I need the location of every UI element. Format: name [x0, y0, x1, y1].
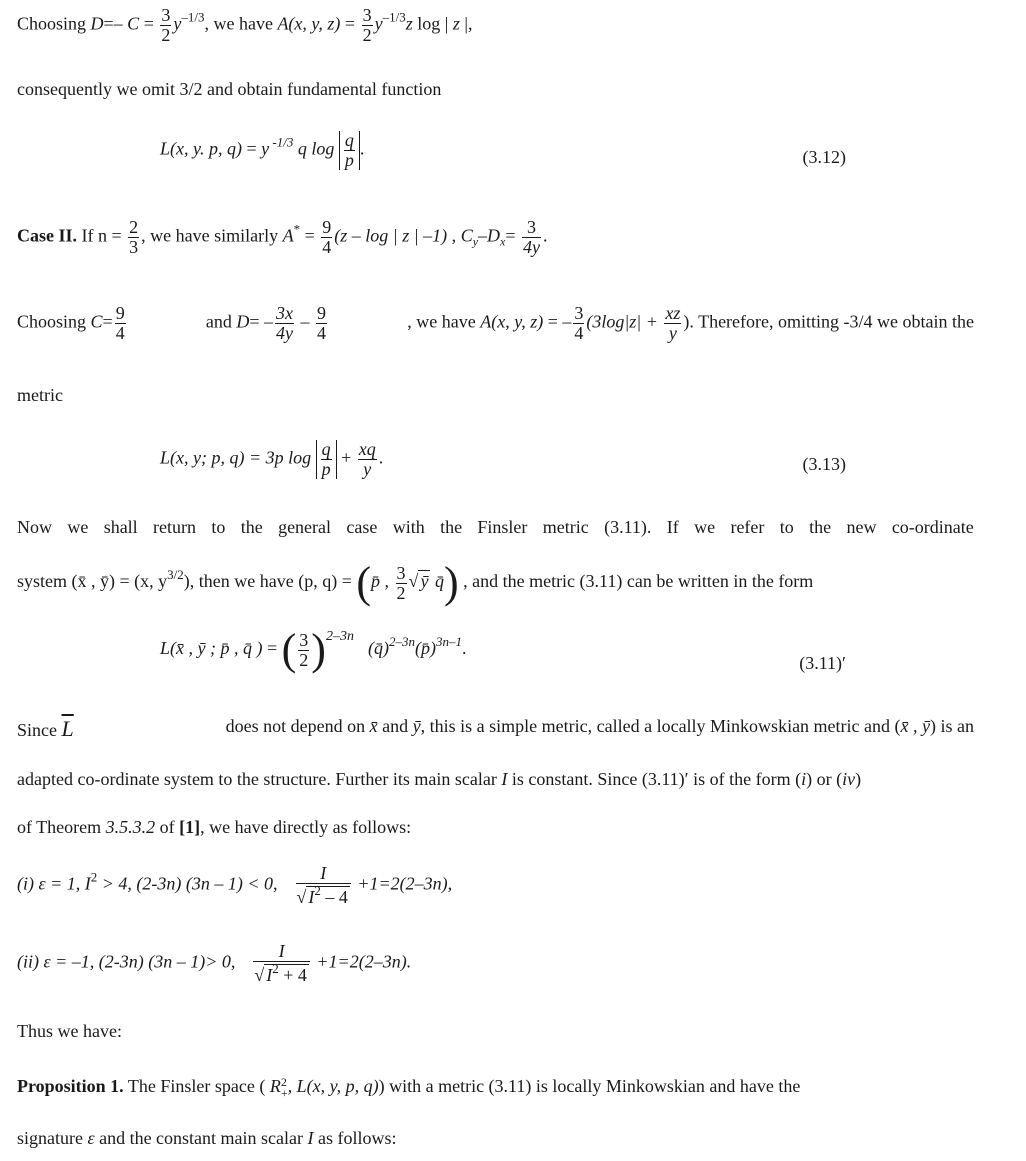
fraction — [522, 218, 541, 257]
proposition-line — [17, 1076, 800, 1099]
text: z — [452, 13, 460, 34]
text: and — [377, 716, 413, 736]
text: , and the metric (3.11) can be written in the form — [458, 571, 814, 592]
denominator: 2 — [299, 649, 309, 670]
case-2-line — [17, 218, 548, 257]
absolute-value — [339, 131, 360, 170]
fraction — [573, 304, 584, 343]
denominator: y — [363, 458, 372, 479]
text: |, — [459, 13, 473, 34]
text: (3log|z| + — [586, 311, 663, 332]
text: i — [801, 769, 807, 789]
word: we — [67, 517, 89, 537]
text-line-1 — [17, 6, 472, 45]
denominator: 4y — [523, 236, 541, 257]
condition-ii — [17, 942, 411, 985]
text: y — [173, 13, 182, 34]
text: = — [262, 638, 282, 659]
text: Since — [17, 720, 62, 740]
word: (3.11). — [604, 517, 652, 537]
text: C — [127, 13, 140, 34]
text: log | — [412, 13, 453, 34]
text: . — [378, 447, 384, 468]
condition-i — [17, 864, 452, 907]
text: If n = — [77, 225, 127, 246]
numerator: I — [296, 864, 351, 884]
numerator: q — [344, 130, 354, 150]
right-paren: ) — [311, 625, 326, 674]
text: (i) ε = 1, I — [17, 873, 91, 894]
word: If — [666, 517, 679, 537]
text: = 3p log — [244, 447, 316, 468]
denominator: p — [344, 149, 354, 170]
text: x̄ , ȳ — [900, 716, 930, 736]
text: 3.5.3.2 — [105, 817, 156, 837]
word: the — [809, 517, 832, 537]
subscript: y — [472, 234, 479, 249]
word: Finsler — [477, 517, 528, 537]
word: new — [846, 517, 877, 537]
word: co-ordinate — [891, 517, 974, 537]
text: signature — [17, 1128, 88, 1148]
proposition-title: Proposition 1. — [17, 1076, 124, 1096]
denominator: 4 — [115, 322, 125, 343]
text: , L(x, y, p, q) — [287, 1076, 379, 1096]
case-title: Case II. — [17, 225, 78, 246]
text: system — [17, 571, 72, 592]
text: ȳ — [412, 716, 421, 736]
text-line-5: metric — [17, 385, 63, 405]
sqrt-sign: √ — [296, 886, 307, 907]
radicand — [264, 960, 309, 985]
denominator: 4y — [276, 322, 294, 343]
script — [281, 1077, 288, 1099]
segment — [17, 304, 128, 343]
numerator: 3 — [362, 5, 372, 25]
text: The Finsler space ( — [123, 1076, 270, 1096]
text: q̄ — [430, 571, 444, 592]
text: D — [487, 225, 501, 246]
text: + — [336, 447, 356, 468]
equation-number-3-13: (3.13) — [802, 454, 846, 474]
fraction — [296, 864, 351, 907]
text: – 4 — [320, 886, 348, 907]
text-line-4 — [17, 304, 974, 343]
segment — [226, 716, 974, 742]
exponent: 2 — [272, 960, 279, 976]
sqrt-sign: √ — [254, 964, 265, 985]
segment — [17, 716, 74, 742]
text: , this is a simple metric, called a locally Minkowskian metric and ( — [420, 716, 901, 736]
exponent: 3n–1 — [435, 634, 462, 650]
text: I — [501, 769, 508, 789]
numerator: 9 — [322, 217, 332, 237]
numerator: 2 — [129, 217, 139, 237]
absolute-value — [316, 440, 337, 479]
subscript: + — [280, 1085, 288, 1100]
exponent: 2 — [90, 869, 98, 885]
text: is constant. Since (3.11)′ is of the form ( — [507, 769, 802, 789]
text: L(x̄ , ȳ ; p̄ , q̄ ) — [160, 638, 263, 659]
fraction — [344, 131, 355, 170]
text: L(x, y. p, q) — [160, 138, 242, 159]
text: > 4, (2-3n) (3n – 1) < 0, — [97, 873, 278, 894]
word: the — [440, 517, 463, 537]
word: shall — [103, 517, 138, 537]
numerator: 3x — [276, 303, 294, 323]
text: z — [405, 13, 413, 34]
numerator: 9 — [317, 303, 327, 323]
text: and the constant main scalar — [94, 1128, 308, 1148]
text: D — [90, 13, 104, 34]
word: to — [211, 517, 226, 537]
denominator: 2 — [396, 582, 406, 603]
numerator: 3 — [522, 218, 541, 238]
text: D — [236, 311, 250, 332]
text-line-14: Thus we have: — [17, 1021, 122, 1041]
denominator: p — [321, 458, 331, 479]
text: +1=2(2–3n). — [311, 951, 412, 972]
text: – — [296, 311, 315, 332]
text: Choosing — [17, 13, 91, 34]
word: metric — [542, 517, 589, 537]
fraction — [316, 304, 327, 343]
denominator: 2 — [161, 24, 171, 45]
numerator: 3 — [396, 562, 406, 583]
left-paren: ( — [356, 558, 372, 607]
numerator: 3 — [574, 303, 584, 323]
text: (ii) ε = –1, (2-3n) (3n – 1)> 0, — [17, 951, 236, 972]
text: – — [478, 225, 488, 246]
word: case — [346, 517, 378, 537]
text: . — [461, 638, 467, 659]
text: + 4 — [278, 964, 307, 985]
text: +1=2(2–3n), — [352, 873, 453, 894]
text-line-2: consequently we omit 3/2 and obtain fundamental function — [17, 79, 442, 99]
denominator — [296, 884, 351, 907]
equation-number-3-12: (3.12) — [802, 147, 846, 167]
exponent: –1/3 — [181, 9, 205, 25]
word: with — [392, 517, 425, 537]
text: = — [505, 225, 521, 246]
text: = — [139, 13, 159, 34]
exponent: 2 — [314, 882, 321, 898]
segment — [17, 769, 861, 790]
fraction — [396, 564, 407, 603]
text-line-10 — [17, 769, 974, 790]
equation-3-11-prime — [160, 625, 467, 674]
text: I — [266, 964, 273, 985]
text: , we have — [407, 311, 481, 332]
word: to — [779, 517, 794, 537]
denominator: 4 — [574, 322, 584, 343]
numerator: I — [253, 942, 310, 962]
fraction — [321, 440, 332, 479]
text: (x̄ , ȳ) = (x, y — [71, 571, 168, 592]
text: ). Therefore, omitting -3/4 we obtain the — [683, 311, 974, 332]
denominator — [253, 962, 310, 985]
fraction — [115, 304, 126, 343]
numerator: xq — [358, 439, 376, 459]
word: the — [240, 517, 263, 537]
text: of — [155, 817, 180, 837]
denominator: 4 — [322, 236, 332, 257]
exponent: –1/3 — [382, 9, 406, 25]
text: = — [340, 13, 360, 34]
word: we — [694, 517, 716, 537]
text: R — [269, 1076, 281, 1096]
text: y — [261, 138, 270, 159]
numerator: 3 — [161, 5, 171, 25]
text: does not depend on — [225, 716, 370, 736]
exponent: 3/2 — [167, 567, 184, 583]
word: general — [278, 517, 332, 537]
text: (q̄) — [367, 638, 389, 659]
exponent: * — [293, 221, 301, 237]
exponent: -1/3 — [269, 134, 294, 150]
segment — [407, 304, 974, 343]
text: = – — [543, 311, 572, 332]
text: . — [543, 225, 548, 246]
fraction — [128, 218, 139, 257]
text: I — [308, 886, 315, 907]
word: Now — [17, 517, 52, 537]
text: , we have — [204, 13, 278, 34]
fraction — [358, 440, 377, 479]
text: , then we have (p, q) = — [189, 571, 357, 592]
text: L(x, y; p, q) — [160, 447, 245, 468]
right-paren: ) — [443, 558, 459, 607]
text: = — [241, 138, 262, 159]
text: ) or ( — [806, 769, 843, 789]
fraction — [253, 942, 310, 985]
text: $\overline{L}$ — [61, 716, 74, 741]
text-line-9 — [17, 716, 974, 742]
text: ) — [855, 769, 862, 789]
text: A — [282, 225, 294, 246]
fraction — [160, 6, 171, 45]
sqrt-sign: √ — [408, 571, 419, 592]
text: = — [102, 311, 113, 332]
denominator: 2 — [362, 24, 372, 45]
numerator: 9 — [115, 303, 125, 323]
text: Choosing — [17, 311, 91, 332]
superscript: 2 — [280, 1075, 287, 1090]
text: and — [205, 311, 237, 332]
numerator: q — [321, 439, 331, 459]
radicand — [306, 882, 350, 907]
text: I — [307, 1128, 314, 1148]
fraction — [275, 304, 294, 343]
subscript: x — [500, 234, 506, 249]
text-line-16 — [17, 1128, 397, 1149]
text: q log — [293, 138, 339, 159]
segment — [206, 304, 329, 343]
denominator: y — [668, 322, 677, 343]
text: p̄ , — [371, 571, 394, 592]
exponent: 2–3n — [325, 629, 354, 645]
text-line-11 — [17, 817, 411, 838]
text: of Theorem — [17, 817, 106, 837]
text: as follows: — [313, 1128, 397, 1148]
fraction — [298, 631, 309, 670]
text: ) with a metric (3.11) is locally Minkowskian and have the — [378, 1076, 801, 1096]
fraction — [362, 6, 373, 45]
text: , we have similarly — [141, 225, 283, 246]
text: A(x, y, z) — [480, 311, 544, 332]
text: = – — [249, 311, 274, 332]
text: C — [90, 311, 103, 332]
denominator: 3 — [129, 236, 139, 257]
fraction — [664, 304, 681, 343]
exponent: 2–3n — [388, 634, 415, 650]
text-line-6 — [17, 517, 974, 538]
text: = — [300, 225, 320, 246]
text: =– — [103, 13, 128, 34]
text: ) is an — [930, 716, 974, 736]
citation: [1] — [179, 817, 201, 837]
numerator: xz — [665, 303, 681, 323]
text: A(x, y, z) — [277, 13, 341, 34]
text: ) — [183, 571, 190, 592]
text: . — [359, 138, 365, 159]
text: C — [460, 225, 473, 246]
equation-number-3-11-prime: (3.11)′ — [799, 653, 846, 673]
fraction — [321, 218, 332, 257]
equation-3-13 — [160, 440, 383, 479]
text: adapted co-ordinate system to the structure. Further its main scalar — [17, 769, 502, 789]
text: x̄ — [369, 716, 378, 736]
word: return — [153, 517, 197, 537]
text-line-7 — [17, 558, 814, 607]
text: iv — [842, 769, 856, 789]
radicand: ȳ — [420, 571, 429, 592]
equation-3-12 — [160, 131, 364, 170]
denominator: 4 — [317, 322, 327, 343]
numerator: 3 — [299, 629, 309, 650]
word: refer — [730, 517, 765, 537]
text: y — [374, 13, 383, 34]
text: ε — [87, 1128, 95, 1148]
text: (z – log | z | –1) , — [334, 225, 461, 246]
left-paren: ( — [281, 625, 297, 674]
text: , we have directly as follows: — [200, 817, 412, 837]
text: (p̄) — [414, 638, 436, 659]
